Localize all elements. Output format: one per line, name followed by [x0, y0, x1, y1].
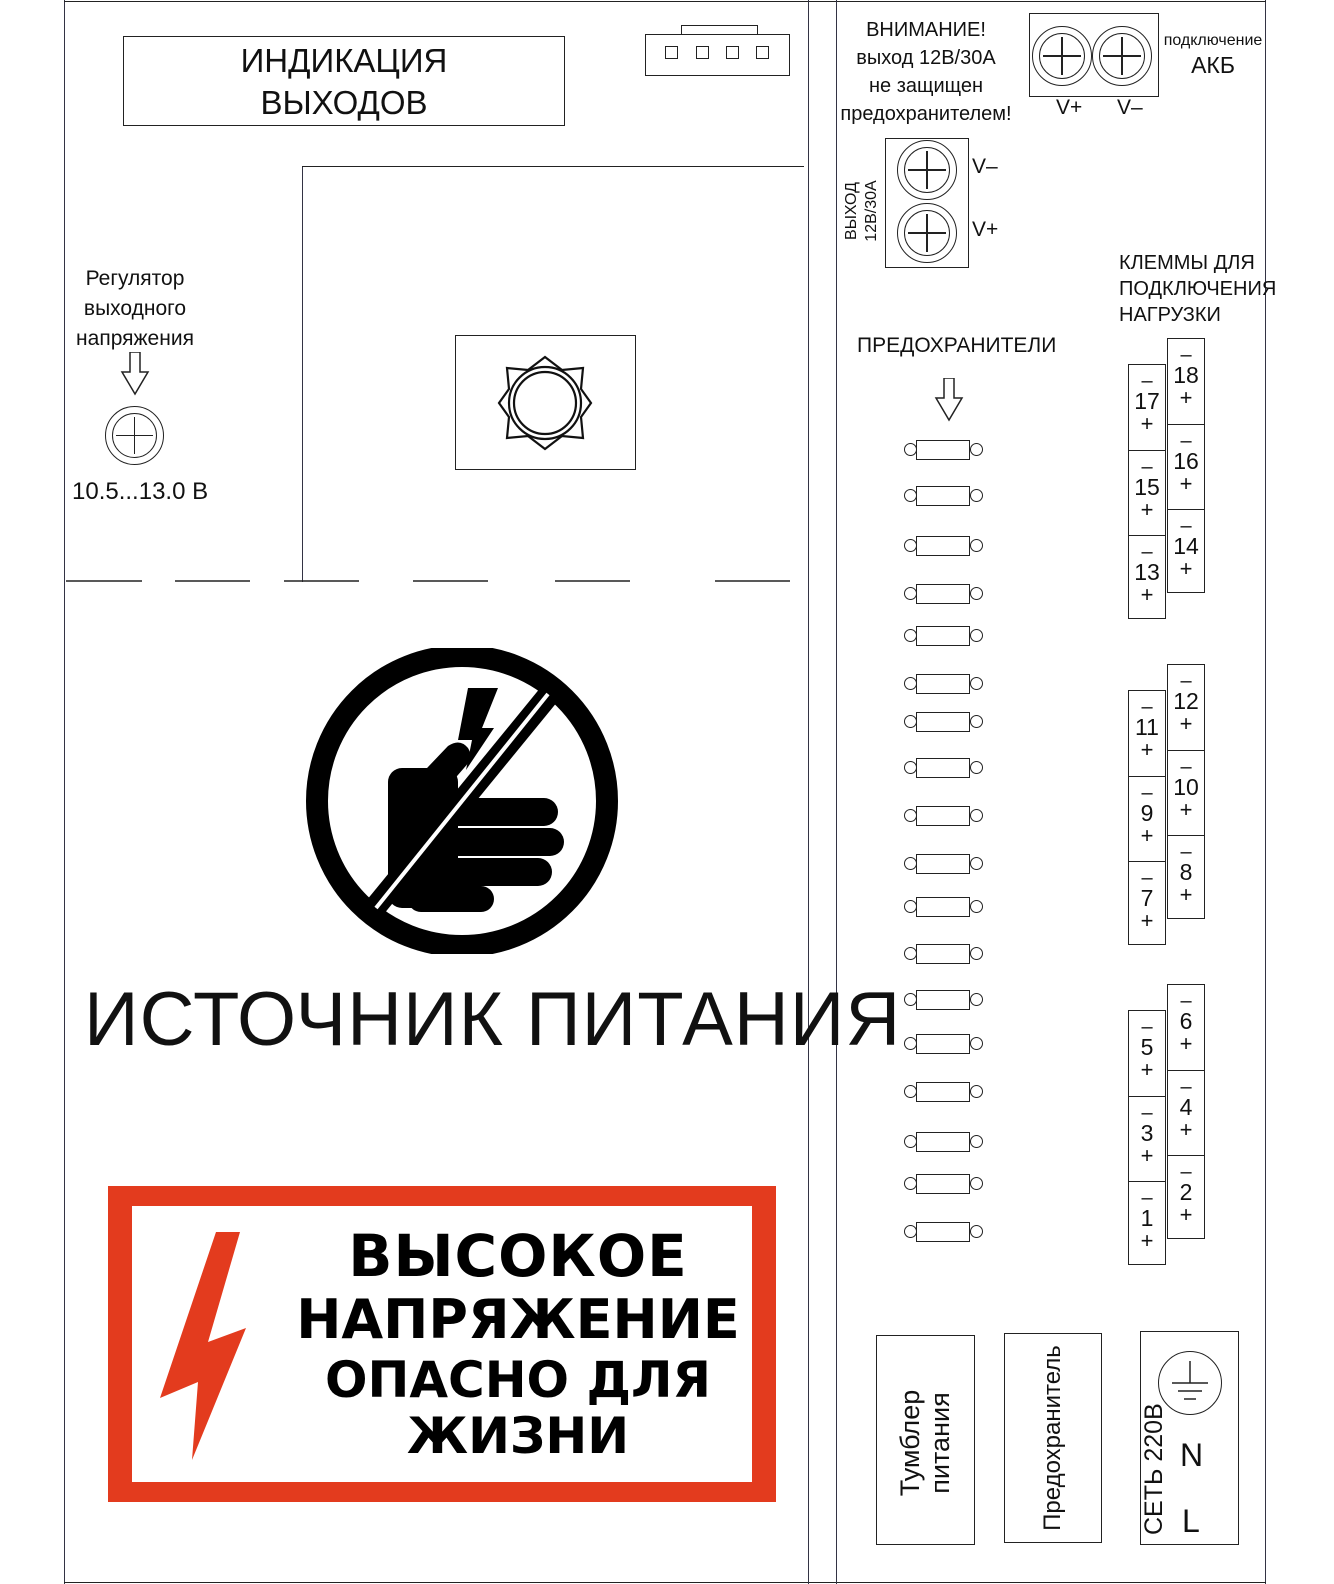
battery-minus-screw-icon[interactable] [1092, 26, 1152, 86]
terminal-number: 5 [1140, 1034, 1154, 1060]
fuse[interactable] [904, 806, 994, 826]
output-plus-screw-icon[interactable] [897, 203, 957, 263]
fuse-body [916, 626, 970, 646]
fuse[interactable] [904, 758, 994, 778]
fuse[interactable] [904, 990, 994, 1010]
regulator-line-2: выходного [83, 297, 187, 320]
terminal-number: 6 [1179, 1008, 1193, 1034]
output-label-2: 12В/30А [863, 180, 880, 242]
connector-pin [696, 46, 709, 59]
regulator-arrow-icon [120, 352, 150, 396]
regulator-range: 10.5...13.0 В [72, 478, 209, 505]
fuse[interactable] [904, 1082, 994, 1102]
board-outline-vertical [302, 166, 303, 582]
terminal-cell[interactable] [1129, 450, 1165, 535]
terminal-cell[interactable] [1168, 835, 1204, 920]
terminal-minus-label: – [1141, 541, 1153, 563]
terminal-cell[interactable] [1129, 776, 1165, 861]
fuse-body [916, 1082, 970, 1102]
terminal-cell[interactable] [1168, 665, 1204, 750]
line-label: L [1182, 1503, 1200, 1539]
connector-4pin [645, 34, 790, 76]
terminal-cell[interactable] [1168, 1155, 1204, 1240]
fuse-body [916, 486, 970, 506]
terminal-plus-label: + [1140, 737, 1154, 762]
fuse[interactable] [904, 897, 994, 917]
terminal-minus-label: – [1180, 841, 1192, 863]
fuse-body [916, 712, 970, 732]
terminal-number: 9 [1140, 800, 1154, 826]
terminal-cell[interactable] [1129, 365, 1165, 450]
fuse[interactable] [904, 486, 994, 506]
terminal-cell[interactable] [1129, 535, 1165, 620]
terminal-cell[interactable] [1129, 1181, 1165, 1266]
terminal-minus-label: – [1180, 430, 1192, 452]
fuse-contact [970, 443, 983, 456]
output-plus-label: V+ [972, 218, 999, 241]
terminal-number: 4 [1179, 1094, 1193, 1120]
fuse-contact [970, 1135, 983, 1148]
fuse-body [916, 806, 970, 826]
terminal-number: 1 [1140, 1205, 1154, 1231]
terminal-plus-label: + [1179, 711, 1193, 736]
panel-left-border [64, 0, 65, 1584]
terminal-plus-label: + [1140, 823, 1154, 848]
terminal-minus-label: – [1180, 670, 1192, 692]
terminal-number: 11 [1135, 714, 1159, 740]
danger-lightning-icon [158, 1232, 258, 1462]
fuse-body [916, 990, 970, 1010]
board-outline-top [302, 166, 804, 167]
fuse-contact [970, 857, 983, 870]
terminal-plus-label: + [1179, 1202, 1193, 1227]
fuse-body [916, 674, 970, 694]
terminal-number: 18 [1173, 362, 1199, 388]
terminal-minus-label: – [1141, 1187, 1153, 1209]
fuse[interactable] [904, 1174, 994, 1194]
terminal-minus-label: – [1180, 515, 1192, 537]
terminal-plus-label: + [1179, 882, 1193, 907]
terminal-column-right [1167, 338, 1205, 593]
fuse-body [916, 1174, 970, 1194]
fuse[interactable] [904, 944, 994, 964]
danger-line-4: ЖИЗНИ [406, 1407, 630, 1465]
terminal-column-left [1128, 690, 1166, 945]
fuse[interactable] [904, 440, 994, 460]
terminal-plus-label: + [1140, 411, 1154, 436]
terminal-cell[interactable] [1168, 985, 1204, 1070]
terminal-plus-label: + [1179, 1117, 1193, 1142]
dashed-separator [66, 578, 806, 584]
divider-line-2 [836, 0, 837, 1584]
terminal-cell[interactable] [1129, 861, 1165, 946]
fuse[interactable] [904, 1222, 994, 1242]
fuse-contact [970, 489, 983, 502]
terminal-cell[interactable] [1168, 1070, 1204, 1155]
terminal-plus-label: + [1140, 1143, 1154, 1168]
source-title: ИСТОЧНИК ПИТАНИЯ [84, 977, 902, 1062]
fuses-title: ПРЕДОХРАНИТЕЛИ [857, 334, 1057, 357]
terminal-plus-label: + [1140, 1057, 1154, 1082]
terminal-column-left [1128, 1010, 1166, 1265]
divider-line-1 [808, 0, 809, 1584]
terminal-cell[interactable] [1129, 691, 1165, 776]
terminal-minus-label: – [1141, 456, 1153, 478]
indication-label [123, 40, 565, 124]
fuse-contact [970, 587, 983, 600]
connector-pin [726, 46, 739, 59]
terminal-minus-label: – [1141, 1102, 1153, 1124]
load-terminals-line-1: КЛЕММЫ ДЛЯ [1119, 252, 1255, 274]
indication-line-1: ИНДИКАЦИЯ [240, 42, 448, 79]
danger-line-3: ОПАСНО ДЛЯ [324, 1351, 712, 1409]
connector-pin [756, 46, 769, 59]
terminal-minus-label: – [1180, 344, 1192, 366]
regulator-label [70, 264, 200, 354]
warning-line-1: ВНИМАНИЕ! [866, 19, 986, 41]
terminal-number: 15 [1134, 474, 1160, 500]
battery-plus-screw-icon[interactable] [1032, 26, 1092, 86]
mains-label: СЕТЬ 220В [1140, 1403, 1168, 1535]
warning-line-2: выход 12В/30А [856, 47, 996, 69]
fuse-body [916, 944, 970, 964]
terminal-plus-label: + [1140, 497, 1154, 522]
connector-pin [665, 46, 678, 59]
fuse-body [916, 1034, 970, 1054]
terminal-minus-label: – [1141, 1016, 1153, 1038]
panel-right-border [1265, 0, 1266, 1584]
terminal-plus-label: + [1179, 1031, 1193, 1056]
terminal-plus-label: + [1179, 471, 1193, 496]
fuse-body [916, 758, 970, 778]
fuse-contact [970, 629, 983, 642]
terminal-minus-label: – [1141, 696, 1153, 718]
fuse-contact [970, 1177, 983, 1190]
terminal-minus-label: – [1180, 756, 1192, 778]
output-minus-label: V– [972, 155, 998, 178]
fuse-contact [970, 539, 983, 552]
terminal-cell[interactable] [1168, 339, 1204, 424]
fuse[interactable] [904, 584, 994, 604]
terminal-column-left [1128, 364, 1166, 619]
panel-top-border [64, 1, 1266, 2]
terminal-minus-label: – [1141, 370, 1153, 392]
fuse-contact [970, 809, 983, 822]
power-switch-line-1: Тумблер [895, 1389, 925, 1497]
fuse-contact [970, 1085, 983, 1098]
terminal-number: 13 [1134, 559, 1160, 585]
fuse-contact [970, 1225, 983, 1238]
load-terminals-line-2: ПОДКЛЮЧЕНИЯ [1119, 278, 1277, 300]
fuse[interactable] [904, 712, 994, 732]
fuse-body [916, 854, 970, 874]
terminal-plus-label: + [1140, 908, 1154, 933]
output-label-1: ВЫХОД [843, 182, 860, 240]
fuse-body [916, 1132, 970, 1152]
panel-bottom-border [64, 1582, 1266, 1583]
fuse[interactable] [904, 1132, 994, 1152]
fuse-body [916, 440, 970, 460]
danger-text [278, 1224, 758, 1464]
regulator-screw-icon[interactable] [105, 406, 164, 465]
terminal-cell[interactable] [1168, 424, 1204, 509]
terminal-column-right [1167, 664, 1205, 919]
fuse-contact [970, 677, 983, 690]
terminal-plus-label: + [1179, 556, 1193, 581]
terminal-cell[interactable] [1129, 1096, 1165, 1181]
fuse-contact [970, 993, 983, 1006]
battery-label-1: подключение [1163, 32, 1263, 49]
indication-line-2: ВЫХОДОВ [260, 84, 428, 121]
fuse-contact [970, 947, 983, 960]
battery-label-2: АКБ [1191, 52, 1235, 78]
fuse[interactable] [904, 1034, 994, 1054]
fuse-contact [970, 761, 983, 774]
terminal-column-right [1167, 984, 1205, 1239]
fuse-contact [970, 900, 983, 913]
regulator-line-1: Регулятор [85, 267, 185, 290]
terminal-minus-label: – [1141, 867, 1153, 889]
terminal-number: 14 [1173, 533, 1199, 559]
fuse[interactable] [904, 626, 994, 646]
power-switch-label [895, 1338, 955, 1548]
fuse-body [916, 536, 970, 556]
power-switch-line-2: питания [925, 1392, 955, 1494]
fuse-contact [970, 1037, 983, 1050]
terminal-number: 8 [1179, 859, 1193, 885]
gear-component-icon [495, 353, 595, 453]
fuse[interactable] [904, 674, 994, 694]
fuse[interactable] [904, 536, 994, 556]
terminal-plus-label: + [1179, 385, 1193, 410]
terminal-plus-label: + [1140, 1228, 1154, 1253]
terminal-plus-label: + [1140, 582, 1154, 607]
battery-plus-label: V+ [1056, 96, 1083, 119]
terminal-number: 3 [1140, 1120, 1154, 1146]
output-side-label [842, 156, 888, 266]
mains-fuse-label: Предохранитель [1039, 1345, 1066, 1531]
terminal-cell[interactable] [1129, 1011, 1165, 1096]
warning-line-4: предохранителем! [840, 103, 1012, 125]
terminal-minus-label: – [1141, 782, 1153, 804]
neutral-label: N [1180, 1437, 1204, 1473]
regulator-line-3: напряжения [76, 327, 194, 350]
battery-label [1160, 31, 1266, 79]
terminal-number: 17 [1134, 388, 1160, 414]
fuse-body [916, 897, 970, 917]
terminal-cell[interactable] [1168, 509, 1204, 594]
warning-line-3: не защищен [868, 75, 984, 97]
fuse-contact [970, 715, 983, 728]
output-minus-screw-icon[interactable] [897, 140, 957, 200]
terminal-number: 10 [1173, 774, 1199, 800]
terminal-cell[interactable] [1168, 750, 1204, 835]
danger-line-2: НАПРЯЖЕНИЕ [296, 1288, 740, 1351]
load-terminals-line-3: НАГРУЗКИ [1119, 304, 1221, 326]
terminal-number: 16 [1173, 448, 1199, 474]
terminal-plus-label: + [1179, 797, 1193, 822]
fuse[interactable] [904, 854, 994, 874]
terminal-number: 12 [1173, 688, 1199, 714]
warning-text [838, 16, 1014, 128]
terminal-minus-label: – [1180, 990, 1192, 1012]
terminal-number: 7 [1140, 885, 1154, 911]
load-terminals-title [1119, 250, 1276, 328]
battery-minus-label: V– [1117, 96, 1143, 119]
fuse-body [916, 1222, 970, 1242]
terminal-minus-label: – [1180, 1076, 1192, 1098]
danger-line-1: ВЫСОКОЕ [348, 1222, 688, 1290]
terminal-minus-label: – [1180, 1161, 1192, 1183]
no-touch-prohibition-icon [298, 648, 628, 954]
fuses-arrow-icon [934, 378, 964, 422]
fuse-body [916, 584, 970, 604]
terminal-number: 2 [1179, 1179, 1193, 1205]
